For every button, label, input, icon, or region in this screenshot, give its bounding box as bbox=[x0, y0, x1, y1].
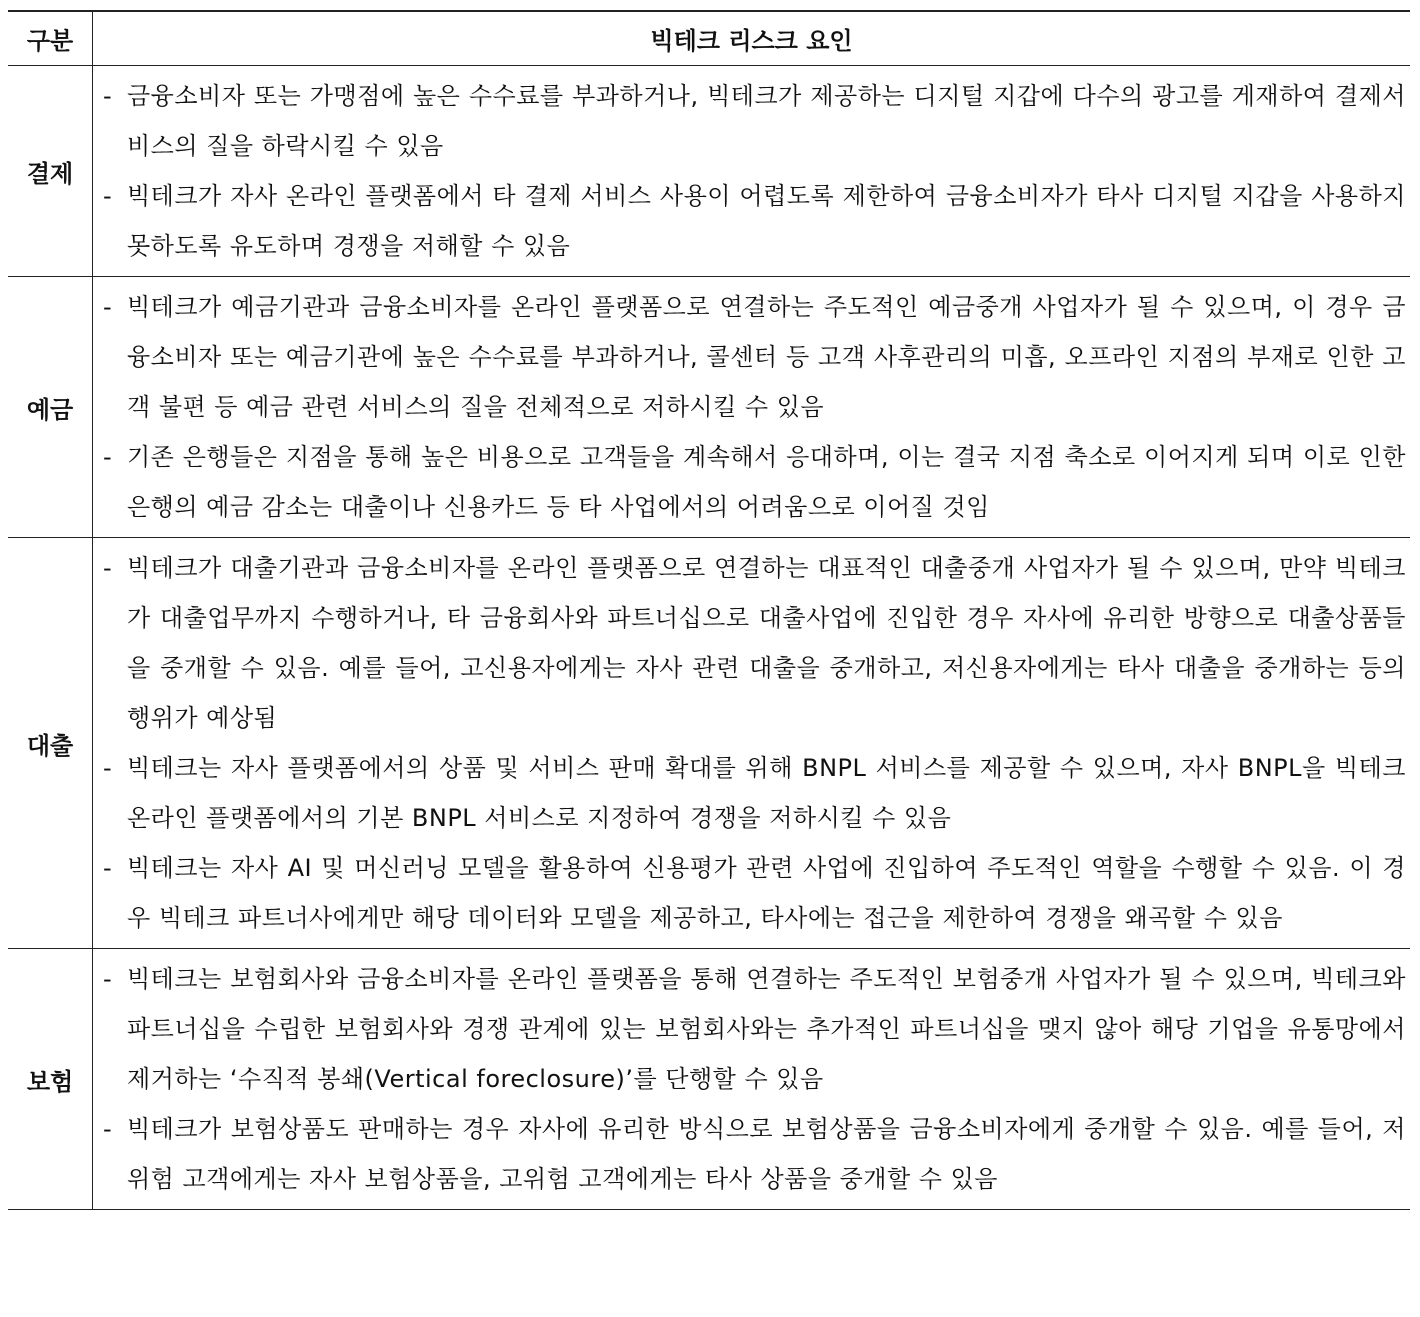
header-row bbox=[8, 11, 1410, 66]
risk-item-text: 빅테크는 자사 플랫폼에서의 상품 및 서비스 판매 확대를 위해 BNPL 서비스를 제공할 수 있으며, 자사 BNPL을 빅테크 온라인 플랫폼에서의 기본 BNPL 서비스로 지정하여 경쟁을 저하시킬 수 있음 bbox=[127, 754, 1406, 832]
header-category: 구분 bbox=[8, 11, 93, 66]
table-row-loan bbox=[8, 538, 1410, 949]
category-cell: 보험 bbox=[8, 949, 93, 1210]
risk-factor-table bbox=[8, 10, 1410, 1210]
risk-item bbox=[103, 954, 1406, 1104]
bullet-dash: - bbox=[103, 1115, 112, 1143]
risk-item-text: 기존 은행들은 지점을 통해 높은 비용으로 고객들을 계속해서 응대하며, 이는 결국 지점 축소로 이어지게 되며 이로 인한 은행의 예금 감소는 대출이나 신용카드 등 타 사업에서의 어려움으로 이어질 것임 bbox=[127, 443, 1406, 521]
risk-item-text: 빅테크가 예금기관과 금융소비자를 온라인 플랫폼으로 연결하는 주도적인 예금중개 사업자가 될 수 있으며, 이 경우 금융소비자 또는 예금기관에 높은 수수료를 부과하거나, 콜센터 등 고객 사후관리의 미흡, 오프라인 지점의 부재로 인한 고객 불편 등 예금 관련 서비스의 질을 전체적으로 저하시킬 수 있음 bbox=[127, 293, 1406, 421]
risk-item-text: 빅테크는 자사 AI 및 머신러닝 모델을 활용하여 신용평가 관련 사업에 진입하여 주도적인 역할을 수행할 수 있음. 이 경우 빅테크 파트너사에게만 해당 데이터와 모델을 제공하고, 타사에는 접근을 제한하여 경쟁을 왜곡할 수 있음 bbox=[127, 854, 1406, 932]
risk-item-text: 빅테크가 대출기관과 금융소비자를 온라인 플랫폼으로 연결하는 대표적인 대출중개 사업자가 될 수 있으며, 만약 빅테크가 대출업무까지 수행하거나, 타 금융회사와 파트너십으로 대출사업에 진입한 경우 자사에 유리한 방향으로 대출상품들을 중개할 수 있음. 예를 들어, 고신용자에게는 자사 관련 대출을 중개하고, 저신용자에게는 타사 대출을 중개하는 등의 행위가 예상됨 bbox=[127, 554, 1406, 732]
category-cell: 결제 bbox=[8, 66, 93, 277]
category-cell: 예금 bbox=[8, 277, 93, 538]
bullet-dash: - bbox=[103, 965, 112, 993]
bullet-dash: - bbox=[103, 182, 112, 210]
risk-item-text: 빅테크는 보험회사와 금융소비자를 온라인 플랫폼을 통해 연결하는 주도적인 보험중개 사업자가 될 수 있으며, 빅테크와 파트너십을 수립한 보험회사와 경쟁 관계에 있는 보험회사와는 추가적인 파트너십을 맺지 않아 해당 기업을 유통망에서 제거하는 ‘수직적 봉쇄(Vertical foreclosure)’를 단행할 수 있음 bbox=[127, 965, 1406, 1093]
category-cell: 대출 bbox=[8, 538, 93, 949]
risk-list bbox=[93, 538, 1411, 949]
risk-item bbox=[103, 71, 1406, 171]
risk-item bbox=[103, 171, 1406, 271]
risk-item bbox=[103, 543, 1406, 743]
risk-item bbox=[103, 843, 1406, 943]
risk-item-text: 빅테크가 자사 온라인 플랫폼에서 타 결제 서비스 사용이 어렵도록 제한하여 금융소비자가 타사 디지털 지갑을 사용하지 못하도록 유도하며 경쟁을 저해할 수 있음 bbox=[127, 182, 1406, 260]
bullet-dash: - bbox=[103, 754, 112, 782]
risk-list bbox=[93, 277, 1411, 538]
bullet-dash: - bbox=[103, 443, 112, 471]
bullet-dash: - bbox=[103, 854, 112, 882]
risk-item bbox=[103, 1104, 1406, 1204]
risk-list bbox=[93, 949, 1411, 1210]
risk-item bbox=[103, 432, 1406, 532]
table-row-payment bbox=[8, 66, 1410, 277]
table-row-deposit bbox=[8, 277, 1410, 538]
risk-item bbox=[103, 743, 1406, 843]
bullet-dash: - bbox=[103, 554, 112, 582]
bullet-dash: - bbox=[103, 293, 112, 321]
risk-item bbox=[103, 282, 1406, 432]
table-row-insurance bbox=[8, 949, 1410, 1210]
risk-item-text: 빅테크가 보험상품도 판매하는 경우 자사에 유리한 방식으로 보험상품을 금융소비자에게 중개할 수 있음. 예를 들어, 저위험 고객에게는 자사 보험상품을, 고위험 고객에게는 타사 상품을 중개할 수 있음 bbox=[127, 1115, 1406, 1193]
risk-item-text: 금융소비자 또는 가맹점에 높은 수수료를 부과하거나, 빅테크가 제공하는 디지털 지갑에 다수의 광고를 게재하여 결제서비스의 질을 하락시킬 수 있음 bbox=[127, 82, 1406, 160]
table-body bbox=[8, 66, 1410, 1210]
table-header bbox=[8, 11, 1410, 66]
bullet-dash: - bbox=[103, 82, 112, 110]
header-risk-factors: 빅테크 리스크 요인 bbox=[93, 11, 1411, 66]
risk-list bbox=[93, 66, 1411, 277]
